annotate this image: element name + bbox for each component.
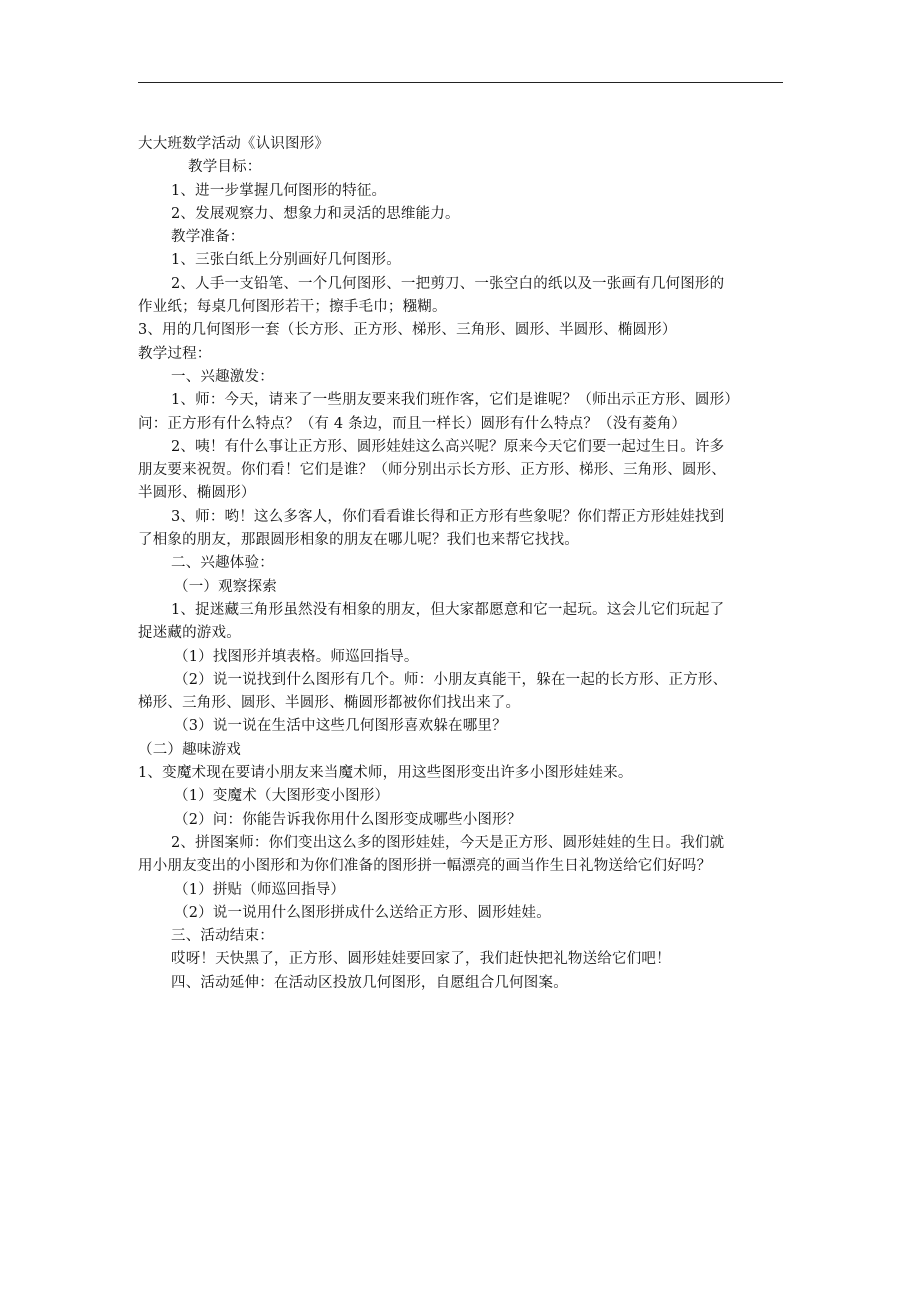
- text-line: （1）找图形并填表格。师巡回指导。: [174, 648, 419, 665]
- text-line: 教学目标：: [188, 159, 262, 176]
- text-line: 二、兴趣体验：: [171, 555, 274, 572]
- text-line: （2）说一说找到什么图形有几个。师：小朋友真能干，躲在一起的长方形、正方形、: [174, 671, 728, 688]
- text-line: 一、兴趣激发：: [171, 368, 274, 385]
- text-line: （3）说一说在生活中这些几何图形喜欢躲在哪里？: [174, 718, 507, 735]
- text-line: 用小朋友变出的小图形和为你们准备的图形拼一幅漂亮的画当作生日礼物送给它们好吗？: [138, 858, 712, 875]
- text-line: 2、咦！有什么事让正方形、圆形娃娃这么高兴呢？原来今天它们要一起过生日。许多: [171, 438, 725, 455]
- text-line: 2、拼图案师：你们变出这么多的图形娃娃，今天是正方形、圆形娃娃的生日。我们就: [171, 834, 725, 851]
- text-line: （一）观察探索: [174, 578, 277, 595]
- text-line: 1、捉迷藏三角形虽然没有相象的朋友，但大家都愿意和它一起玩。这会儿它们玩起了: [171, 601, 725, 618]
- text-line: 半圆形、椭圆形）: [138, 485, 256, 502]
- text-line: （二）趣味游戏: [138, 741, 241, 758]
- text-line: 了相象的朋友，那跟圆形相象的朋友在哪儿呢？我们也来帮它找找。: [138, 532, 579, 549]
- text-line: 1、变魔术现在要请小朋友来当魔术师，用这些图形变出许多小图形娃娃来。: [138, 765, 633, 782]
- text-line: （1）拼贴（师巡回指导）: [174, 881, 346, 898]
- text-line: （2）问：你能告诉我你用什么图形变成哪些小图形？: [174, 811, 522, 828]
- text-line: 1、三张白纸上分别画好几何图形。: [171, 252, 401, 269]
- header-rule: [138, 82, 783, 83]
- text-line: （1）变魔术（大图形变小图形）: [174, 788, 390, 805]
- text-line: 2、人手一支铅笔、一个几何图形、一把剪刀、一张空白的纸以及一张画有几何图形的: [171, 275, 725, 292]
- text-line: 问：正方形有什么特点？（有 4 条边，而且一样长）圆形有什么特点？（没有菱角）: [138, 415, 687, 432]
- text-line: 哎呀！天快黑了，正方形、圆形娃娃要回家了，我们赶快把礼物送给它们吧！: [171, 951, 671, 968]
- text-line: 3、用的几何图形一套（长方形、正方形、梯形、三角形、圆形、半圆形、椭圆形）: [138, 322, 677, 339]
- text-line: 三、活动结束：: [171, 928, 274, 945]
- text-line: 1、进一步掌握几何图形的特征。: [171, 182, 387, 199]
- text-line: 教学过程：: [138, 345, 212, 362]
- text-line: 1、师：今天，请来了一些朋友要来我们班作客，它们是谁呢？（师出示正方形、圆形）: [171, 392, 740, 409]
- text-line: 朋友要来祝贺。你们看！它们是谁？（师分别出示长方形、正方形、梯形、三角形、圆形、: [138, 462, 726, 479]
- text-line: 教学准备：: [171, 229, 245, 246]
- text-line: 捉迷藏的游戏。: [138, 625, 241, 642]
- text-line: 2、发展观察力、想象力和灵活的思维能力。: [171, 205, 460, 222]
- document-body: [138, 133, 788, 995]
- text-line: 大大班数学活动《认识图形》: [138, 136, 330, 152]
- text-line: （2）说一说用什么图形拼成什么送给正方形、圆形娃娃。: [174, 904, 551, 921]
- text-line: 梯形、三角形、圆形、半圆形、椭圆形都被你们找出来了。: [138, 695, 521, 712]
- text-line: 四、活动延伸：在活动区投放几何图形，自愿组合几何图案。: [171, 974, 568, 991]
- text-line: 3、师：哟！这么多客人，你们看看谁长得和正方形有些象呢？你们帮正方形娃娃找到: [171, 508, 725, 525]
- text-line: 作业纸；每桌几何图形若干；擦手毛巾；糨糊。: [138, 299, 447, 316]
